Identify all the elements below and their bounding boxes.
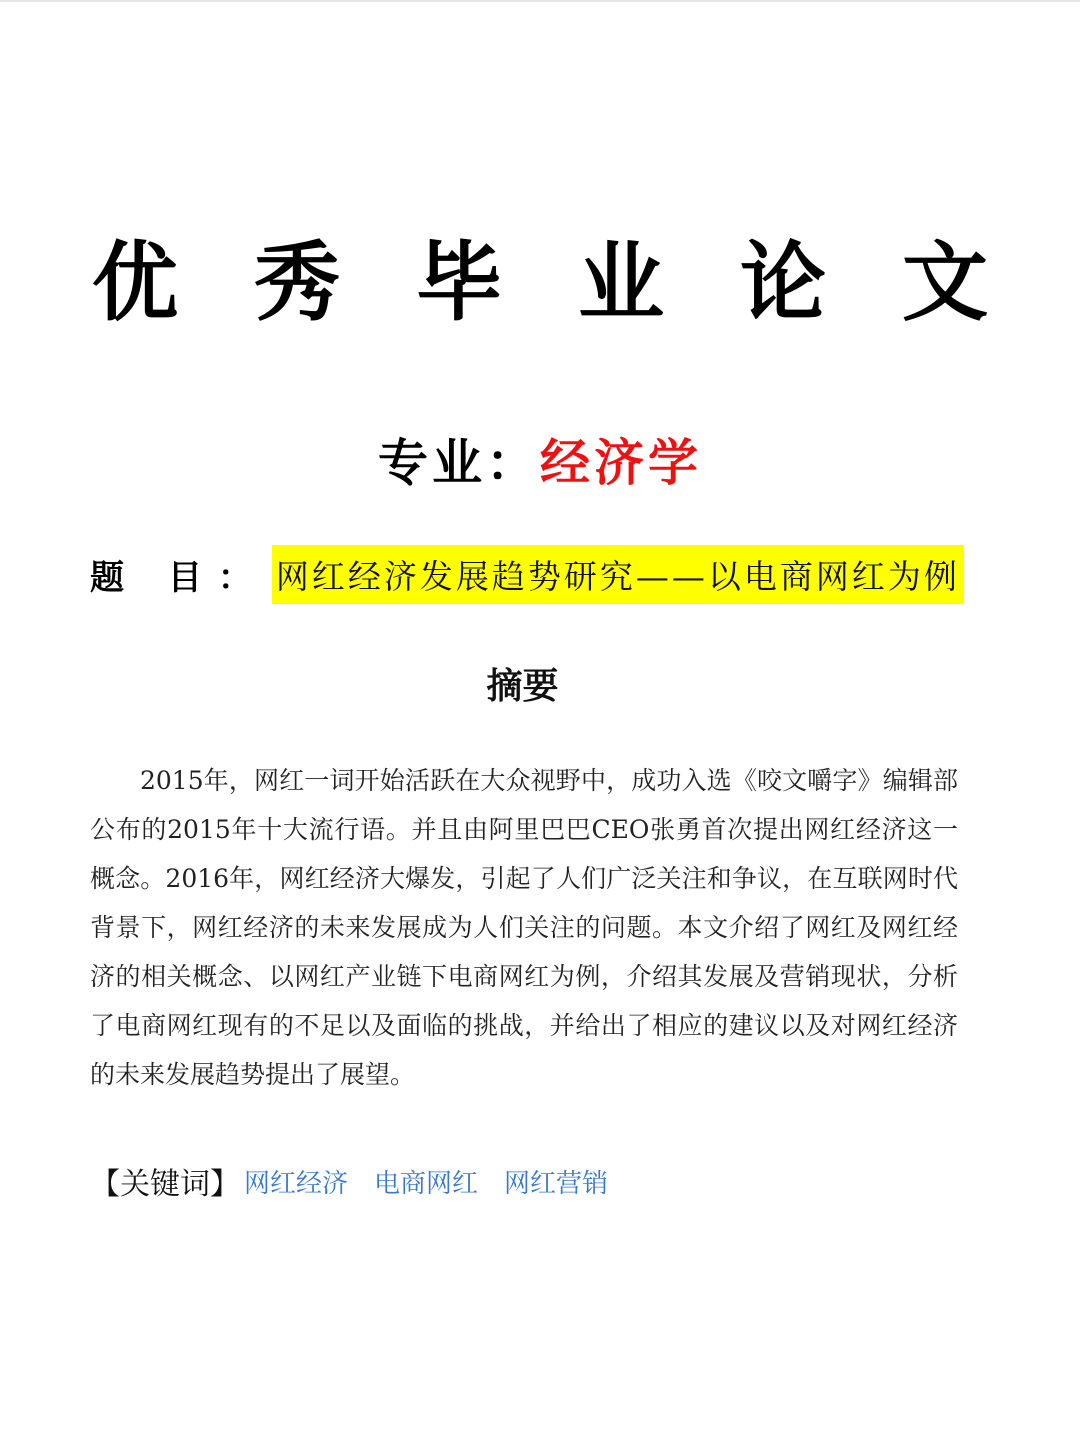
major-value: 经济学	[540, 433, 702, 492]
major-line	[0, 428, 1080, 498]
keyword-item: 网红经济	[244, 1168, 349, 1199]
title-char: 秀	[254, 232, 340, 333]
title-char: 毕	[416, 232, 502, 333]
topic-line	[90, 544, 964, 604]
abstract-body: 2015年，网红一词开始活跃在大众视野中，成功入选《咬文嚼字》编辑部公布的2015年十大流行语。并且由阿里巴巴CEO张勇首次提出网红经济这一概念。2016年，网红经济大爆发，引起了人们广泛关注和争议，在互联网时代背景下，网红经济的未来发展成为人们关注的问题。本文介绍了网红及网红经济的相关概念、以网红产业链下电商网红为例，介绍其发展及营销现状，分析了电商网红现有的不足以及面临的挑战，并给出了相应的建议以及对网红经济的未来发展趋势提出了展望。	[90, 766, 958, 1089]
keyword-item: 网红营销	[504, 1168, 609, 1199]
main-title	[80, 228, 1000, 338]
abstract-heading: 摘要	[486, 666, 559, 707]
keyword-item: 电商网红	[374, 1168, 479, 1199]
topic-value: 网红经济发展趋势研究——以电商网红为例	[272, 545, 964, 604]
keywords-label: 【关键词】	[90, 1167, 240, 1202]
topic-label: 题 目：	[90, 557, 268, 598]
title-char: 文	[902, 232, 988, 333]
title-char: 论	[740, 232, 826, 333]
title-char: 优	[92, 232, 178, 333]
major-label: 专业：	[378, 433, 540, 492]
title-char: 业	[578, 232, 664, 333]
top-divider	[0, 0, 1080, 2]
keywords-line	[90, 1156, 634, 1206]
